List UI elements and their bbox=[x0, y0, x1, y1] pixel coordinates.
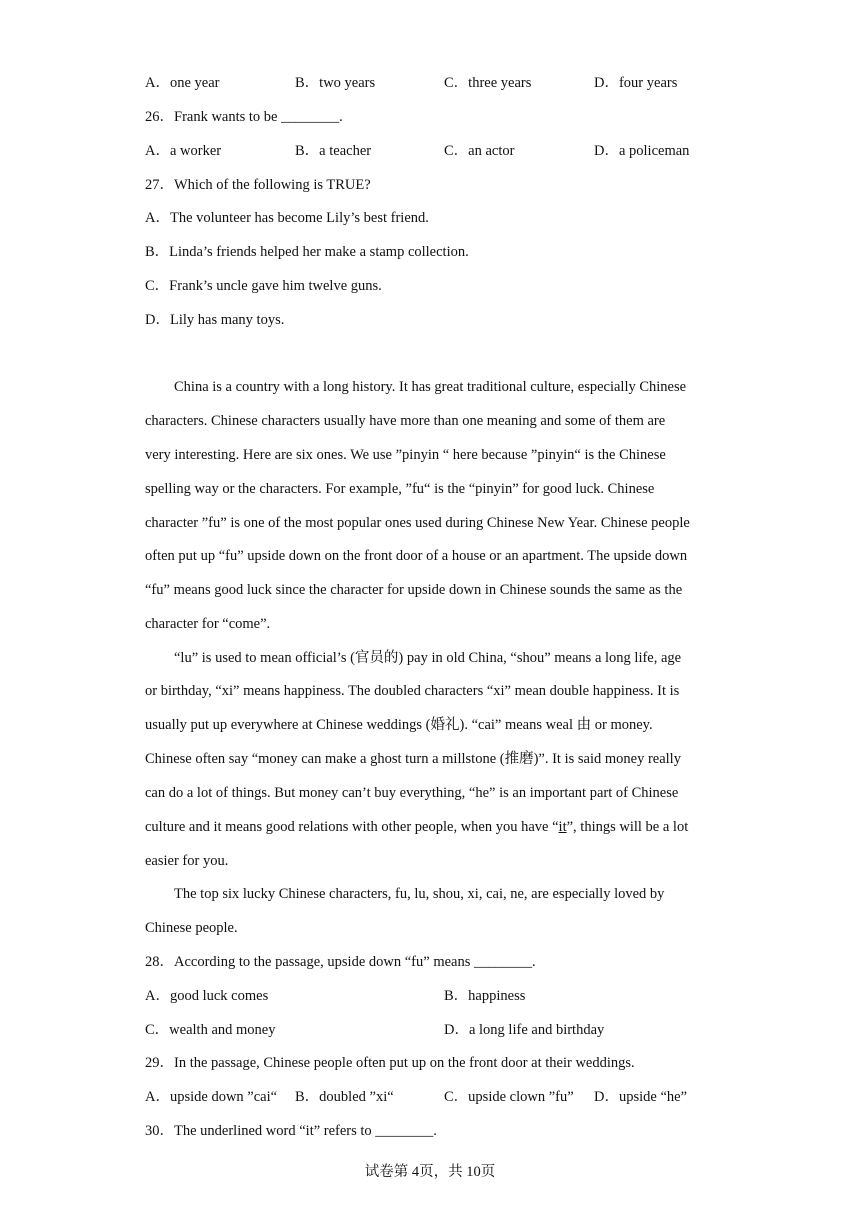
q25-option-b: B．two years bbox=[295, 75, 376, 91]
q26-option-d: D．a policeman bbox=[594, 143, 690, 159]
q29-stem: 29．In the passage, Chinese people often put up on the front door at their weddings. bbox=[145, 1055, 635, 1071]
passage-text: culture and it means good relations with other people, when you have “ bbox=[145, 819, 559, 835]
passage-line: character for “come”. bbox=[145, 616, 271, 632]
q29-option-b: B．doubled ”xi“ bbox=[295, 1089, 394, 1105]
passage-line: Chinese often say “money can make a ghost turn a millstone (推磨)”. It is said money really bbox=[145, 751, 681, 767]
q27-option-b: B．Linda’s friends helped her make a stamp collection. bbox=[145, 244, 469, 260]
passage-line: often put up “fu” upside down on the front door of a house or an apartment. The upside down bbox=[145, 548, 688, 564]
q28-option-a: A．good luck comes bbox=[145, 988, 269, 1004]
q27-stem: 27．Which of the following is TRUE? bbox=[145, 177, 371, 193]
passage-line: usually put up everywhere at Chinese weddings (婚礼). “cai” means weal 由 or money. bbox=[145, 717, 653, 733]
q28-option-c: C．wealth and money bbox=[145, 1022, 276, 1038]
q27-option-c: C．Frank’s uncle gave him twelve guns. bbox=[145, 278, 382, 294]
passage-line: or birthday, “xi” means happiness. The doubled characters “xi” mean double happiness. It is bbox=[145, 683, 680, 699]
page-footer: 试卷第 4页，共 10页 bbox=[364, 1164, 496, 1180]
q26-option-b: B．a teacher bbox=[295, 143, 372, 159]
passage-line: “lu” is used to mean official’s (官员的) pay in old China, “shou” means a long life, age bbox=[174, 650, 682, 666]
q26-option-a: A．a worker bbox=[145, 143, 222, 159]
q25-option-c: C．three years bbox=[444, 75, 532, 91]
passage-line: character ”fu” is one of the most popular ones used during Chinese New Year. Chinese people bbox=[145, 515, 690, 531]
q27-option-d: D．Lily has many toys. bbox=[145, 312, 285, 328]
q29-option-a: A．upside down ”cai“ bbox=[145, 1089, 278, 1105]
q26-stem: 26．Frank wants to be ________. bbox=[145, 109, 343, 125]
passage-line: characters. Chinese characters usually have more than one meaning and some of them are bbox=[145, 413, 666, 429]
passage-line bbox=[145, 817, 688, 837]
q30-stem: 30．The underlined word “it” refers to ________. bbox=[145, 1123, 437, 1139]
q27-option-a: A．The volunteer has become Lily’s best friend. bbox=[145, 210, 429, 226]
passage-line: can do a lot of things. But money can’t buy everything, “he” is an important part of Chinese bbox=[145, 785, 679, 801]
q29-option-c: C．upside clown ”fu” bbox=[444, 1089, 574, 1105]
underlined-word: it bbox=[558, 819, 567, 835]
q28-option-d: D．a long life and birthday bbox=[444, 1022, 605, 1038]
q25-option-d: D．four years bbox=[594, 75, 678, 91]
passage-line: “fu” means good luck since the character for upside down in Chinese sounds the same as the bbox=[145, 582, 683, 598]
q28-stem: 28．According to the passage, upside down “fu” means ________. bbox=[145, 954, 536, 970]
passage-line: The top six lucky Chinese characters, fu, lu, shou, xi, cai, ne, are especially loved by bbox=[174, 886, 665, 902]
passage-line: Chinese people. bbox=[145, 920, 238, 936]
passage-text: ”, things will be a lot bbox=[566, 819, 689, 835]
q25-option-a: A．one year bbox=[145, 75, 220, 91]
passage-line: spelling way or the characters. For example, ”fu“ is the “pinyin” for good luck. Chinese bbox=[145, 481, 655, 497]
passage-line: very interesting. Here are six ones. We use ”pinyin “ here because ”pinyin“ is the Chinese bbox=[145, 447, 666, 463]
q29-option-d: D．upside “he” bbox=[594, 1089, 688, 1105]
passage-line: China is a country with a long history. It has great traditional culture, especially Chinese bbox=[174, 379, 687, 395]
passage-line: easier for you. bbox=[145, 853, 229, 869]
q26-option-c: C．an actor bbox=[444, 143, 515, 159]
q28-option-b: B．happiness bbox=[444, 988, 526, 1004]
